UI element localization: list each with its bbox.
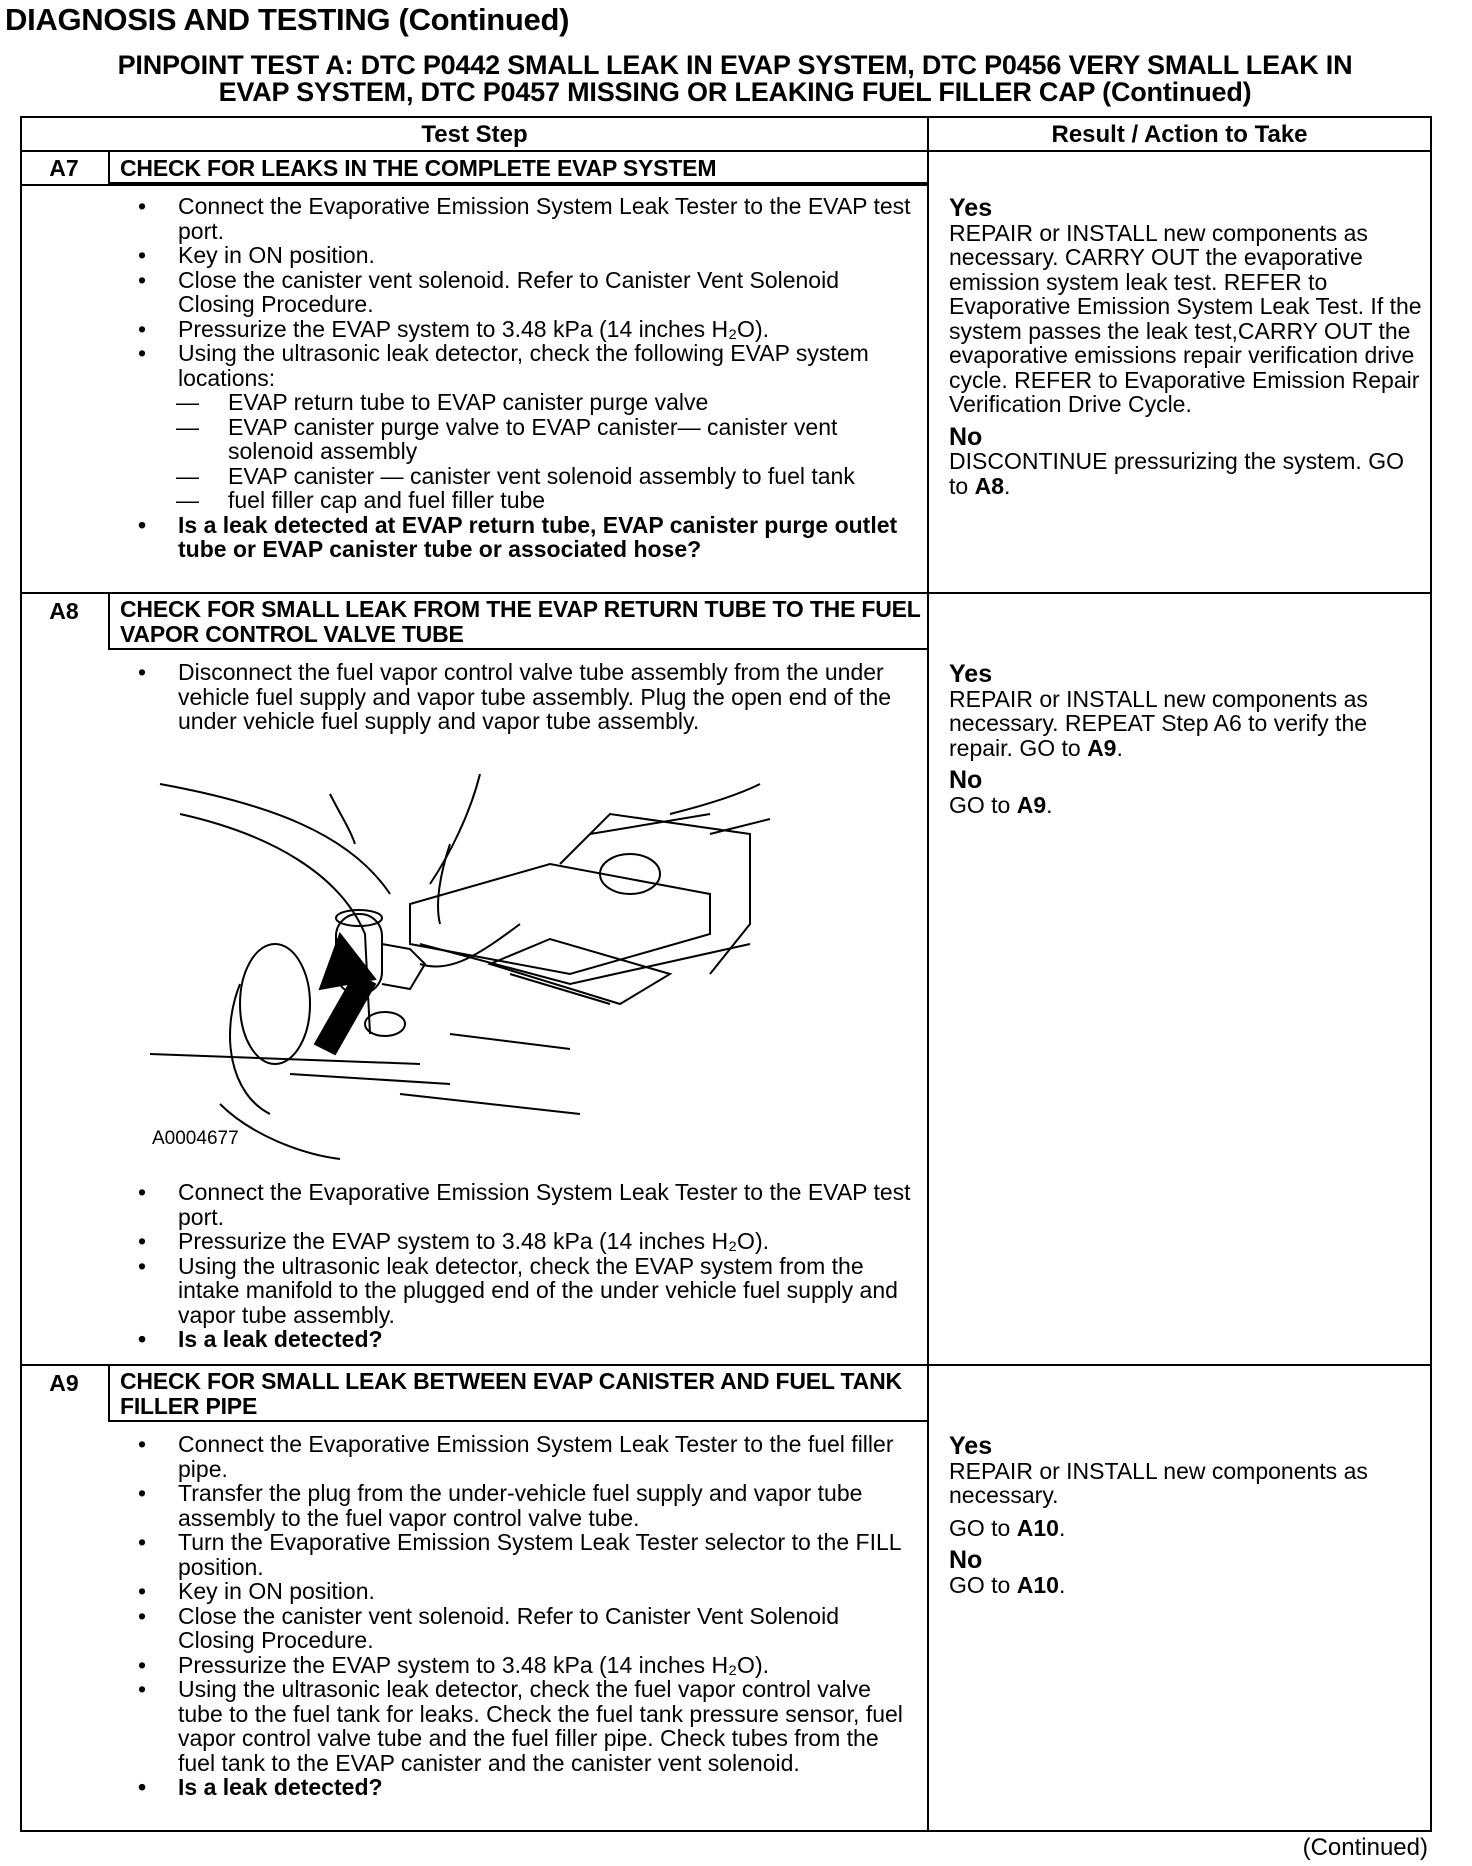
step-link: A10	[1016, 1514, 1059, 1541]
figure-label: A0004677	[152, 1128, 239, 1149]
result-a9	[949, 1434, 1427, 1597]
evap-component-illustration	[150, 774, 770, 1164]
step-question: • Is a leak detected?	[128, 1775, 918, 1800]
list-item: — fuel filler cap and fuel filler tube	[128, 488, 918, 513]
list-item: • Using the ultrasonic leak detector, check the fuel vapor control valve tube to the fuel tank for leaks. Check the fuel tank pressure sensor, fuel vapor control valve tube and the fuel filler pipe. Check tubes from the fuel tank to the EVAP canister and the canister vent solenoid.	[128, 1677, 918, 1775]
list-item: — EVAP return tube to EVAP canister purge valve	[128, 390, 918, 415]
test-step-header: Test Step	[421, 121, 528, 148]
yes-action: REPAIR or INSTALL new components as necessary.	[949, 1457, 1368, 1508]
result-a7	[949, 196, 1427, 498]
list-item: • Close the canister vent solenoid. Refer to Canister Vent Solenoid Closing Procedure.	[128, 1604, 918, 1653]
step-link: A9	[1087, 734, 1117, 761]
punct: .	[1058, 1571, 1066, 1598]
yes-action	[949, 687, 1427, 761]
pinpoint-test-title	[20, 52, 1450, 106]
step-id-a9: A9	[49, 1370, 79, 1396]
punct: .	[1116, 734, 1123, 761]
test-title-line-1: PINPOINT TEST A: DTC P0442 SMALL LEAK IN EVAP SYSTEM, DTC P0456 VERY SMALL LEAK IN	[117, 50, 1353, 80]
no-action-text: GO to	[949, 1571, 1017, 1598]
no-action-text: DISCONTINUE pressurizing the system. GO to	[949, 448, 1404, 499]
step-id-a8: A8	[49, 598, 79, 624]
list-item: • Pressurize the EVAP system to 3.48 kPa (14 inches H₂O).	[128, 317, 918, 342]
result-header: Result / Action to Take	[1051, 121, 1308, 148]
list-item: — EVAP canister — canister vent solenoid assembly to fuel tank	[128, 464, 918, 489]
step-question: • Is a leak detected at EVAP return tube, EVAP canister purge outlet tube or EVAP canister tube or associated hose?	[128, 513, 918, 562]
step-question: • Is a leak detected?	[128, 1327, 918, 1352]
no-label: No	[949, 422, 983, 451]
list-item: • Using the ultrasonic leak detector, check the following EVAP system locations:	[128, 341, 918, 390]
punct: .	[1046, 791, 1053, 818]
step-link: A8	[974, 472, 1004, 499]
step-link: A10	[1016, 1571, 1059, 1598]
yes-action-text: REPAIR or INSTALL new components as necessary. REPEAT Step A6 to verify the repair. GO to	[949, 685, 1368, 761]
step-list-a7	[128, 194, 918, 562]
list-item: • Transfer the plug from the under-vehicle fuel supply and vapor tube assembly to the fuel vapor control valve tube.	[128, 1481, 918, 1530]
no-action	[949, 449, 1427, 498]
list-item: • Using the ultrasonic leak detector, check the EVAP system from the intake manifold to the plugged end of the under vehicle fuel supply and vapor tube assembly.	[128, 1254, 918, 1328]
list-item: • Connect the Evaporative Emission System Leak Tester to the EVAP test port.	[128, 194, 918, 243]
list-item: — EVAP canister purge valve to EVAP canister— canister vent solenoid assembly	[128, 415, 918, 464]
yes-label: Yes	[949, 1432, 993, 1460]
list-item: • Close the canister vent solenoid. Refer to Canister Vent Solenoid Closing Procedure.	[128, 268, 918, 317]
step-link: A9	[1016, 791, 1047, 818]
punct: .	[1003, 472, 1011, 499]
yes-label: Yes	[949, 660, 993, 688]
continued-label: (Continued)	[1302, 1834, 1428, 1861]
step-list-a8-top	[128, 660, 918, 734]
list-item: • Pressurize the EVAP system to 3.48 kPa (14 inches H₂O).	[128, 1653, 918, 1678]
list-item: • Key in ON position.	[128, 1579, 918, 1604]
column-divider	[927, 118, 929, 1830]
step-id-a7: A7	[49, 155, 79, 181]
step-list-a9	[128, 1432, 918, 1800]
yes-action: REPAIR or INSTALL new components as necessary. CARRY OUT the evaporative emission system leak test. REFER to Evaporative Emission System Leak Test. If the system passes the leak test,CARRY OUT the evaporative emissions repair verification drive cycle. REFER to Evaporative Emission Repair Verification Drive Cycle.	[949, 219, 1422, 417]
step-title-a8: CHECK FOR SMALL LEAK FROM THE EVAP RETURN TUBE TO THE FUEL VAPOR CONTROL VALVE TUBE	[108, 594, 927, 650]
list-item: • Key in ON position.	[128, 243, 918, 268]
list-item: • Pressurize the EVAP system to 3.48 kPa (14 inches H₂O).	[128, 1229, 918, 1254]
list-item: • Connect the Evaporative Emission System Leak Tester to the EVAP test port.	[128, 1180, 918, 1229]
list-item: • Turn the Evaporative Emission System Leak Tester selector to the FILL position.	[128, 1530, 918, 1579]
list-item: • Disconnect the fuel vapor control valve tube assembly from the under vehicle fuel supply and vapor tube assembly. Plug the open end of the under vehicle fuel supply and vapor tube assembly.	[128, 660, 918, 734]
section-title: DIAGNOSIS AND TESTING (Continued)	[5, 2, 570, 37]
step-title-a7: CHECK FOR LEAKS IN THE COMPLETE EVAP SYSTEM	[108, 152, 927, 184]
divider	[22, 184, 929, 186]
table-header-row	[22, 118, 1430, 152]
no-action	[949, 793, 1427, 818]
yes-goto	[949, 1516, 1427, 1541]
step-list-a8-bottom	[128, 1180, 918, 1352]
goto-text: GO to	[949, 1514, 1017, 1541]
no-label: No	[949, 766, 983, 794]
no-action-text: GO to	[949, 791, 1017, 818]
no-label: No	[949, 1546, 983, 1574]
result-a8	[949, 662, 1427, 817]
list-item: • Connect the Evaporative Emission System Leak Tester to the fuel filler pipe.	[128, 1432, 918, 1481]
yes-label: Yes	[949, 194, 993, 222]
step-title-a9: CHECK FOR SMALL LEAK BETWEEN EVAP CANISTER AND FUEL TANK FILLER PIPE	[108, 1366, 927, 1422]
no-action	[949, 1573, 1427, 1598]
punct: .	[1058, 1514, 1066, 1541]
test-title-line-2: EVAP SYSTEM, DTC P0457 MISSING OR LEAKING FUEL FILLER CAP (Continued)	[218, 77, 1252, 107]
